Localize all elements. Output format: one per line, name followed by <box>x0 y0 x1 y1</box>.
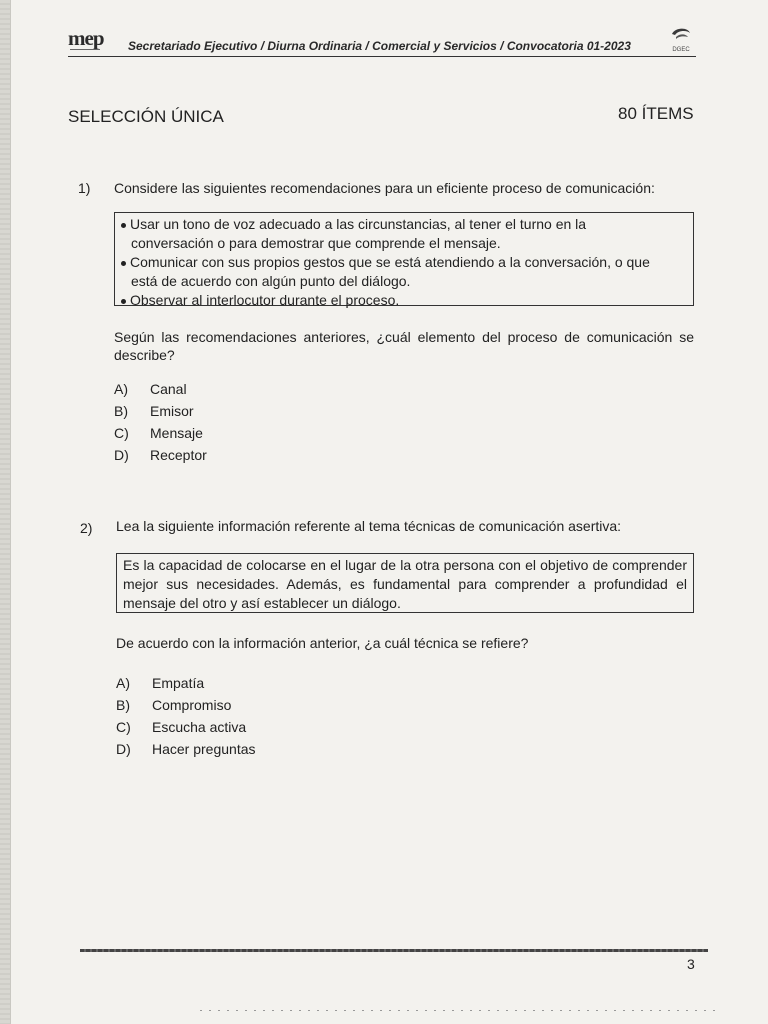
section-title: SELECCIÓN ÚNICA <box>68 107 224 126</box>
question-2-option-b[interactable]: B) Compromiso <box>116 697 232 713</box>
recommendation-3: Observar al interlocutor durante el proceso. <box>121 291 687 310</box>
question-1-recommendations-box <box>114 212 694 306</box>
scan-artifact <box>200 1010 720 1011</box>
question-2-option-d[interactable]: D) Hacer preguntas <box>116 741 256 757</box>
question-2-prompt: Lea la siguiente información referente al tema técnicas de comunicación asertiva: <box>116 518 622 534</box>
question-2-number: 2) <box>80 520 93 536</box>
question-1-number: 1) <box>78 180 91 196</box>
header-rule <box>68 56 696 57</box>
exam-page <box>10 0 768 1024</box>
seal-text: DGEC <box>672 47 690 53</box>
recommendation-2-cont: está de acuerdo con algún punto del diálogo. <box>131 273 411 289</box>
question-2-text: De acuerdo con la información anterior, ¿a cuál técnica se refiere? <box>116 635 529 651</box>
bullet-dot <box>121 299 126 304</box>
question-1-option-a[interactable]: A) Canal <box>114 381 187 397</box>
question-1-option-b[interactable]: B) Emisor <box>114 403 194 419</box>
bullet-dot <box>121 261 126 266</box>
logo-text: mep <box>68 26 104 50</box>
recommendation-2: Comunicar con sus propios gestos que se está atendiendo a la conversación, o que <box>121 253 687 272</box>
recommendation-1-cont: conversación o para demostrar que comprende el mensaje. <box>131 235 501 251</box>
question-1-option-c[interactable]: C) Mensaje <box>114 425 203 441</box>
question-1-prompt: Considere las siguientes recomendaciones para un eficiente proceso de comunicación: <box>114 180 655 196</box>
question-2-definition-box: Es la capacidad de colocarse en el lugar de la otra persona con el objetivo de comprender mejor sus necesidades. Además, es fundamental para comprender a profundidad el mensaje del otro y así establecer un diálogo. <box>116 553 694 613</box>
footer-rule <box>80 949 708 952</box>
mep-logo <box>68 26 114 58</box>
scan-edge <box>0 0 10 1024</box>
items-count: 80 ÍTEMS <box>618 104 694 123</box>
question-1-text: Según las recomendaciones anteriores, ¿cuál elemento del proceso de comunicación se describe? <box>114 329 694 363</box>
bullet-dot <box>121 223 126 228</box>
dgec-seal-icon <box>666 24 696 54</box>
recommendation-1: Usar un tono de voz adecuado a las circunstancias, al tener el turno en la <box>121 215 687 234</box>
question-2-option-c[interactable]: C) Escucha activa <box>116 719 247 735</box>
page-number: 3 <box>687 956 695 972</box>
question-2-option-a[interactable]: A) Empatía <box>116 675 205 691</box>
question-1-option-d[interactable]: D) Receptor <box>114 447 207 463</box>
header-title: Secretariado Ejecutivo / Diurna Ordinaria / Comercial y Servicios / Convocatoria 01-2023 <box>128 39 631 53</box>
